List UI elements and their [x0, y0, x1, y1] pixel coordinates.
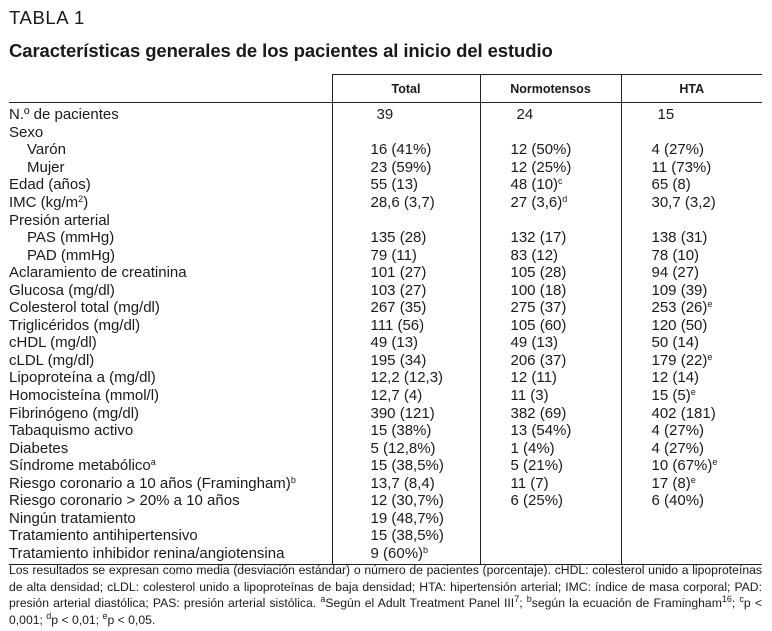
cell-hta: 402 (181): [621, 404, 762, 422]
cell-total: 12,7 (4): [332, 387, 480, 405]
cell-total: 135 (28): [332, 229, 480, 247]
cell-normotensos: 132 (17): [480, 229, 621, 247]
cell-hta: 4 (27%): [621, 141, 762, 159]
cell-total: 267 (35): [332, 299, 480, 317]
row-label: Sexo: [9, 123, 44, 141]
cell-normotensos: 83 (12): [480, 246, 621, 264]
cell-normotensos: 48 $(10)^c$: [480, 176, 621, 194]
cell-hta: [621, 510, 762, 528]
cell-hta: 120 (50): [621, 317, 762, 335]
cell-hta: 138 (31): [621, 229, 762, 247]
row-label: Fibrinógeno (mg/dl): [9, 404, 140, 422]
table-row: [9, 299, 762, 317]
table-row: [9, 317, 762, 335]
patient-characteristics-table: [9, 74, 762, 565]
table-row: [9, 439, 762, 457]
cell-total: 12 (30,7%): [332, 492, 480, 510]
cell-normotensos: [480, 510, 621, 528]
cell-hta: 11 (73%): [621, 159, 762, 177]
table-row: [9, 103, 762, 124]
cell-normotensos: 24: [480, 103, 621, 124]
cell-normotensos: 5 (21%): [480, 457, 621, 475]
table-row: [9, 474, 762, 492]
cell-normotensos: 11 (3): [480, 387, 621, 405]
row-label: IMC $(kg/m^2)$: [9, 194, 89, 211]
cell-total: 15 (38,5%): [332, 457, 480, 475]
cell-hta: 4 (27%): [621, 439, 762, 457]
cell-total: 55 (13): [332, 176, 480, 194]
table-row: [9, 176, 762, 194]
row-label: cLDL (mg/dl): [9, 351, 95, 369]
row-label: Edad (años): [9, 176, 91, 194]
table-footnote: Los resultados se expresan como media (desviación estándar) o número de pacientes (porcentaje). cHDL: colesterol unido a lipoproteínas de alta densidad; cLDL: colesterol unido a lipoproteínas de baja densidad; HTA: hipertensión arterial; IMC: índice de masa corporal; PAD: presión arterial diastólica; PAS: presión arterial sistólica. $^a$Según el Adult Treatment Panel III$^7$; $^b$según la ecuación de Framingham$^{16}$; $^c$p < 0,001; $^d$p < 0,01; $^e$p < 0,05.: [9, 563, 762, 627]
cell-total: 111 (56): [332, 317, 480, 335]
cell-total: 15 (38%): [332, 422, 480, 440]
cell-hta: 253 $(26)^e$: [621, 299, 762, 317]
row-label: Mujer: [27, 158, 65, 176]
table-row: [9, 159, 762, 177]
row-label: Ningún tratamiento: [9, 509, 136, 527]
table-row: [9, 334, 762, 352]
table-row: [9, 369, 762, 387]
table-header-row: [9, 75, 762, 103]
cell-hta: 15 $(5)^e$: [621, 387, 762, 405]
cell-hta: 15: [621, 103, 762, 124]
cell-total: 23 (59%): [332, 159, 480, 177]
cell-hta: [621, 527, 762, 545]
cell-total: 103 (27): [332, 281, 480, 299]
header-normotensos: Normotensos: [480, 75, 621, 103]
cell-total: 79 (11): [332, 246, 480, 264]
cell-hta: 10 $(67\%)^e$: [621, 457, 762, 475]
cell-normotensos: 6 (25%): [480, 492, 621, 510]
cell-total: 28,6 (3,7): [332, 194, 480, 212]
cell-hta: 30,7 (3,2): [621, 194, 762, 212]
row-label: Aclaramiento de creatinina: [9, 264, 187, 282]
cell-total: 15 (38,5%): [332, 527, 480, 545]
cell-hta: 94 (27): [621, 264, 762, 282]
cell-total: 101 (27): [332, 264, 480, 282]
cell-normotensos: 206 (37): [480, 352, 621, 370]
cell-normotensos: 13 (54%): [480, 422, 621, 440]
header-total: Total: [332, 75, 480, 103]
row-label: cHDL (mg/dl): [9, 334, 97, 352]
cell-hta: [621, 124, 762, 142]
cell-hta: 17 $(8)^e$: [621, 474, 762, 492]
cell-normotensos: 105 (28): [480, 264, 621, 282]
table-body: [9, 103, 762, 565]
cell-hta: 12 (14): [621, 369, 762, 387]
table-row: [9, 457, 762, 475]
cell-hta: [621, 211, 762, 229]
row-label: Riesgo coronario > 20% a 10 años: [9, 492, 240, 510]
cell-normotensos: 12 (25%): [480, 159, 621, 177]
cell-total: [332, 124, 480, 142]
cell-normotensos: 49 (13): [480, 334, 621, 352]
cell-total: 16 (41%): [332, 141, 480, 159]
cell-normotensos: 1 (4%): [480, 439, 621, 457]
table-row: [9, 422, 762, 440]
cell-normotensos: 275 (37): [480, 299, 621, 317]
cell-normotensos: [480, 527, 621, 545]
table-row: [9, 211, 762, 229]
row-label: PAD (mmHg): [27, 246, 116, 264]
cell-hta: 50 (14): [621, 334, 762, 352]
header-hta: HTA: [621, 75, 762, 103]
row-label: PAS (mmHg): [27, 229, 115, 247]
row-label: Diabetes: [9, 439, 69, 457]
table-row: [9, 124, 762, 142]
table-row: [9, 141, 762, 159]
table-label: TABLA 1: [9, 7, 85, 28]
cell-normotensos: 12 (11): [480, 369, 621, 387]
cell-total: 390 (121): [332, 404, 480, 422]
row-label: Riesgo coronario a 10 años (Framingham)$^b$: [9, 474, 296, 492]
row-label: Colesterol total (mg/dl): [9, 299, 160, 317]
row-label: Tabaquismo activo: [9, 422, 134, 440]
table-row: [9, 352, 762, 370]
row-label: Presión arterial: [9, 211, 110, 229]
cell-total: 12,2 (12,3): [332, 369, 480, 387]
cell-normotensos: 11 (7): [480, 474, 621, 492]
cell-normotensos: 105 (60): [480, 317, 621, 335]
table-row: [9, 404, 762, 422]
row-label: Tratamiento antihipertensivo: [9, 527, 198, 545]
row-label: Síndrome metabólico$^a$: [9, 457, 156, 475]
table-row: [9, 492, 762, 510]
cell-hta: 109 (39): [621, 281, 762, 299]
table-row: [9, 510, 762, 528]
cell-normotensos: 27 $(3,6)^d$: [480, 194, 621, 212]
row-label: Homocisteína (mmol/l): [9, 387, 160, 405]
table-row: [9, 229, 762, 247]
cell-normotensos: [480, 211, 621, 229]
row-label: Triglicéridos (mg/dl): [9, 316, 141, 334]
row-label: Glucosa (mg/dl): [9, 281, 115, 299]
table-row: [9, 527, 762, 545]
cell-hta: 6 (40%): [621, 492, 762, 510]
cell-total: [332, 211, 480, 229]
cell-total: 19 (48,7%): [332, 510, 480, 528]
cell-hta: 65 (8): [621, 176, 762, 194]
cell-total: 5 (12,8%): [332, 439, 480, 457]
cell-normotensos: 12 (50%): [480, 141, 621, 159]
cell-total: 49 (13): [332, 334, 480, 352]
cell-hta: 179 $(22)^e$: [621, 352, 762, 370]
table-row: [9, 194, 762, 212]
cell-hta: 4 (27%): [621, 422, 762, 440]
table-title: Características generales de los pacientes al inicio del estudio: [9, 40, 553, 61]
row-label: Lipoproteína a (mg/dl): [9, 369, 156, 387]
table-row: [9, 246, 762, 264]
table-row: [9, 281, 762, 299]
cell-total: 195 (34): [332, 352, 480, 370]
table-row: [9, 387, 762, 405]
cell-normotensos: [480, 124, 621, 142]
table-row: [9, 264, 762, 282]
cell-total: 13,7 (8,4): [332, 474, 480, 492]
row-label: Tratamiento inhibidor renina/angiotensina: [9, 545, 332, 565]
row-label: Varón: [27, 141, 66, 159]
header-empty-cell: [9, 75, 332, 103]
cell-total: 9 $(60\%)^b$: [332, 545, 480, 565]
cell-normotensos: 100 (18): [480, 281, 621, 299]
cell-normotensos: 382 (69): [480, 404, 621, 422]
cell-total: 39: [332, 103, 480, 124]
row-label: N.º de pacientes: [9, 106, 119, 124]
cell-hta: 78 (10): [621, 246, 762, 264]
